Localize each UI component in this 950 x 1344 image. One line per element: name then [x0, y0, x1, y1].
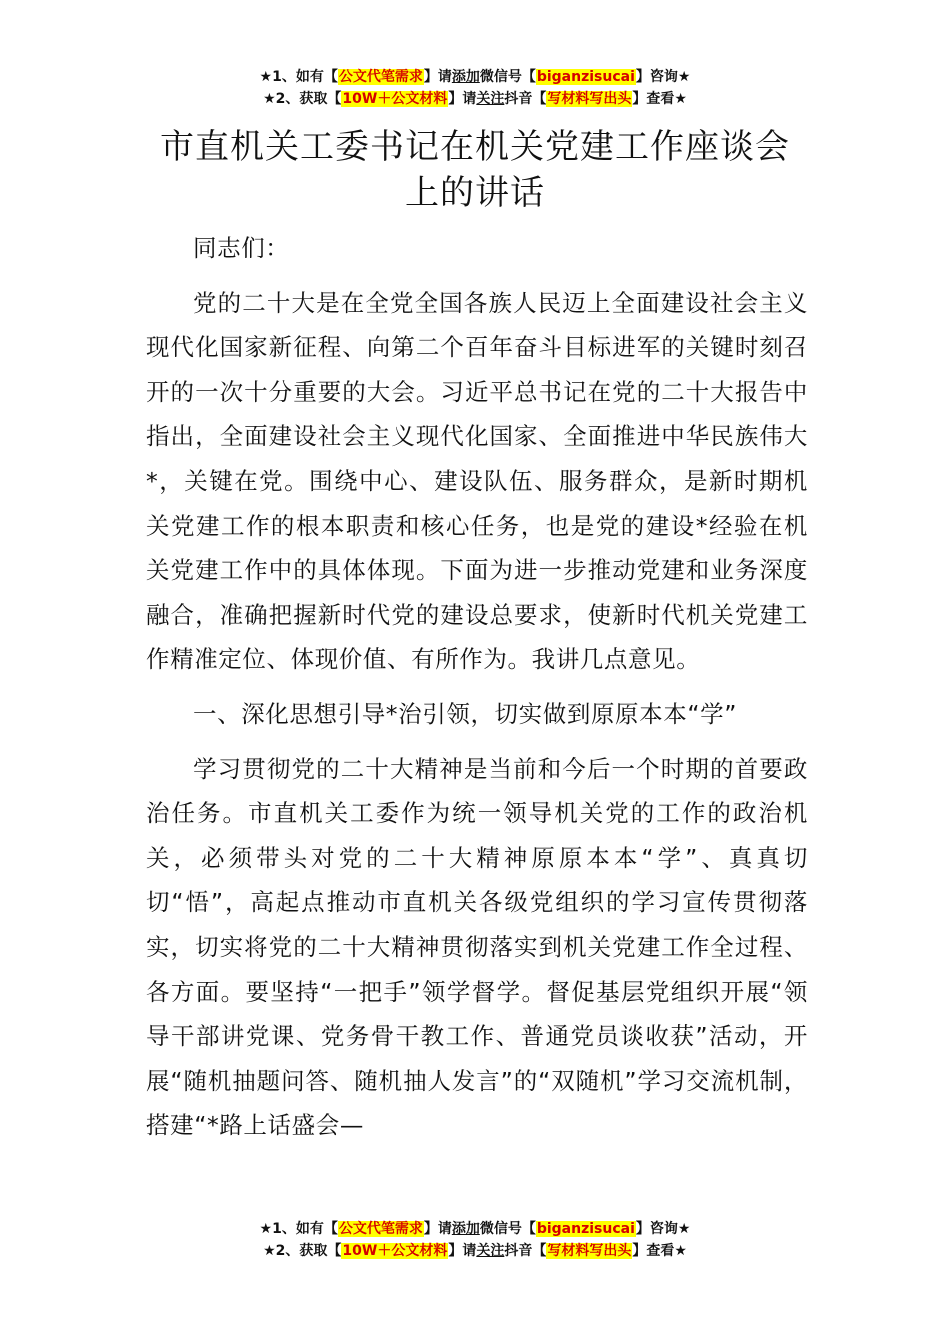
banner-line-1: ★1、如有【公文代笔需求】请添加微信号【biganzisucai】咨询★: [259, 69, 691, 85]
banner-line-2: ★2、获取【10W＋公文材料】请关注抖音【写材料写出头】查看★: [263, 91, 687, 107]
banner-highlight: 公文代笔需求: [338, 69, 423, 85]
banner-highlight: 公文代笔需求: [338, 1221, 423, 1237]
banner-line-2: ★2、获取【10W＋公文材料】请关注抖音【写材料写出头】查看★: [263, 1243, 687, 1259]
header-banner: [0, 66, 950, 110]
footer-banner: [0, 1218, 950, 1262]
banner-douyin-id: 写材料写出头: [547, 91, 632, 107]
paragraph: 学习贯彻党的二十大精神是当前和今后一个时期的首要政治任务。市直机关工委作为统一领导机关党的工作的政治机关，必须带头对党的二十大精神原原本本“学”、真真切切“悟”，高起点推动市直机关各级党组织的学习宣传贯彻落实，切实将党的二十大精神贯彻落实到机关党建工作全过程、各方面。要坚持“一把手”领学督学。督促基层党组织开展“领导干部讲党课、党务骨干教工作、普通党员谈收获”活动，开展“随机抽题问答、随机抽人发言”的“双随机”学习交流机制，搭建“*路上话盛会—: [146, 754, 808, 1140]
banner-douyin-id: 写材料写出头: [547, 1243, 632, 1259]
document-title: 市直机关工委书记在机关党建工作座谈会上的讲话: [160, 127, 790, 213]
document-body: [146, 226, 808, 1158]
banner-line-1: ★1、如有【公文代笔需求】请添加微信号【biganzisucai】咨询★: [259, 1221, 691, 1237]
banner-wechat-id: biganzisucai: [536, 1221, 635, 1237]
banner-highlight: 10W＋公文材料: [342, 1243, 448, 1259]
paragraph: 党的二十大是在全党全国各族人民迈上全面建设社会主义现代化国家新征程、向第二个百年奋斗目标进军的关键时刻召开的一次十分重要的大会。习近平总书记在党的二十大报告中指出，全面建设社会主义现代化国家、全面推进中华民族伟大*，关键在党。围绕中心、建设队伍、服务群众，是新时期机关党建工作的根本职责和核心任务，也是党的建设*经验在机关党建工作中的具体体现。下面为进一步推动党建和业务深度融合，准确把握新时代党的建设总要求，使新时代机关党建工作精准定位、体现价值、有所作为。我讲几点意见。: [146, 288, 808, 674]
salutation: 同志们：: [193, 234, 290, 262]
banner-highlight: 10W＋公文材料: [342, 91, 448, 107]
banner-wechat-id: biganzisucai: [536, 69, 635, 85]
section-heading: 一、深化思想引导*治引领，切实做到原原本本“学”: [193, 699, 737, 728]
